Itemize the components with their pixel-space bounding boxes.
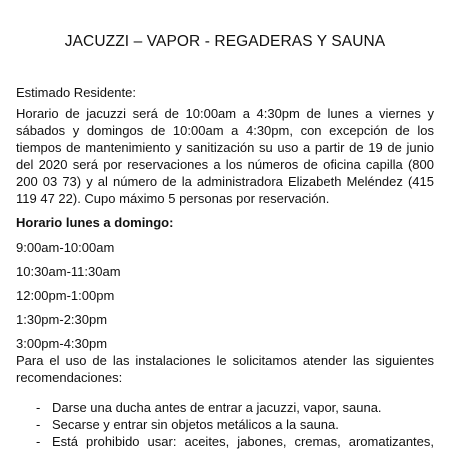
document-title: JACUZZI – VAPOR - REGADERAS Y SAUNA	[64, 33, 386, 50]
recommendation-text: Darse una ducha antes de entrar a jacuzzi, vapor, sauna.	[52, 400, 382, 415]
greeting: Estimado Residente:	[16, 85, 136, 100]
bullet-dash: -	[36, 434, 41, 449]
list-item	[16, 399, 434, 416]
recommendations-intro: Para el uso de las instalaciones le solicitamos atender las siguientes recomendaciones:	[16, 353, 434, 385]
recommendation-text: Secarse y entrar sin objetos metálicos a la sauna.	[52, 417, 339, 432]
schedule-paragraph: Horario de jacuzzi será de 10:00am a 4:30pm de lunes a viernes y sábados y domingos de 10:00am a 4:30pm, con excepción de los tiempos de mantenimiento y sanitización su uso a partir de 19 de junio del 2020 será por reservaciones a los números de oficina capilla (800 200 03 73) y al número de la administradora Elizabeth Meléndez (415 119 47 22). Cupo máximo 5 personas por reservación.	[16, 106, 434, 206]
list-item	[16, 433, 434, 450]
list-item	[16, 416, 434, 433]
schedule-slot: 9:00am-10:00am	[16, 240, 115, 255]
schedule-slot: 12:00pm-1:00pm	[16, 288, 115, 303]
bullet-dash: -	[36, 400, 41, 415]
bullet-dash: -	[36, 417, 41, 432]
recommendations-list	[16, 399, 434, 450]
recommendation-text: Está prohibido usar: aceites, jabones, cremas, aromatizantes,	[52, 434, 434, 449]
schedule-slot: 3:00pm-4:30pm	[16, 336, 108, 351]
schedule-slot: 10:30am-11:30am	[16, 264, 121, 279]
schedule-slot: 1:30pm-2:30pm	[16, 312, 108, 327]
schedule-heading: Horario lunes a domingo:	[16, 215, 174, 230]
